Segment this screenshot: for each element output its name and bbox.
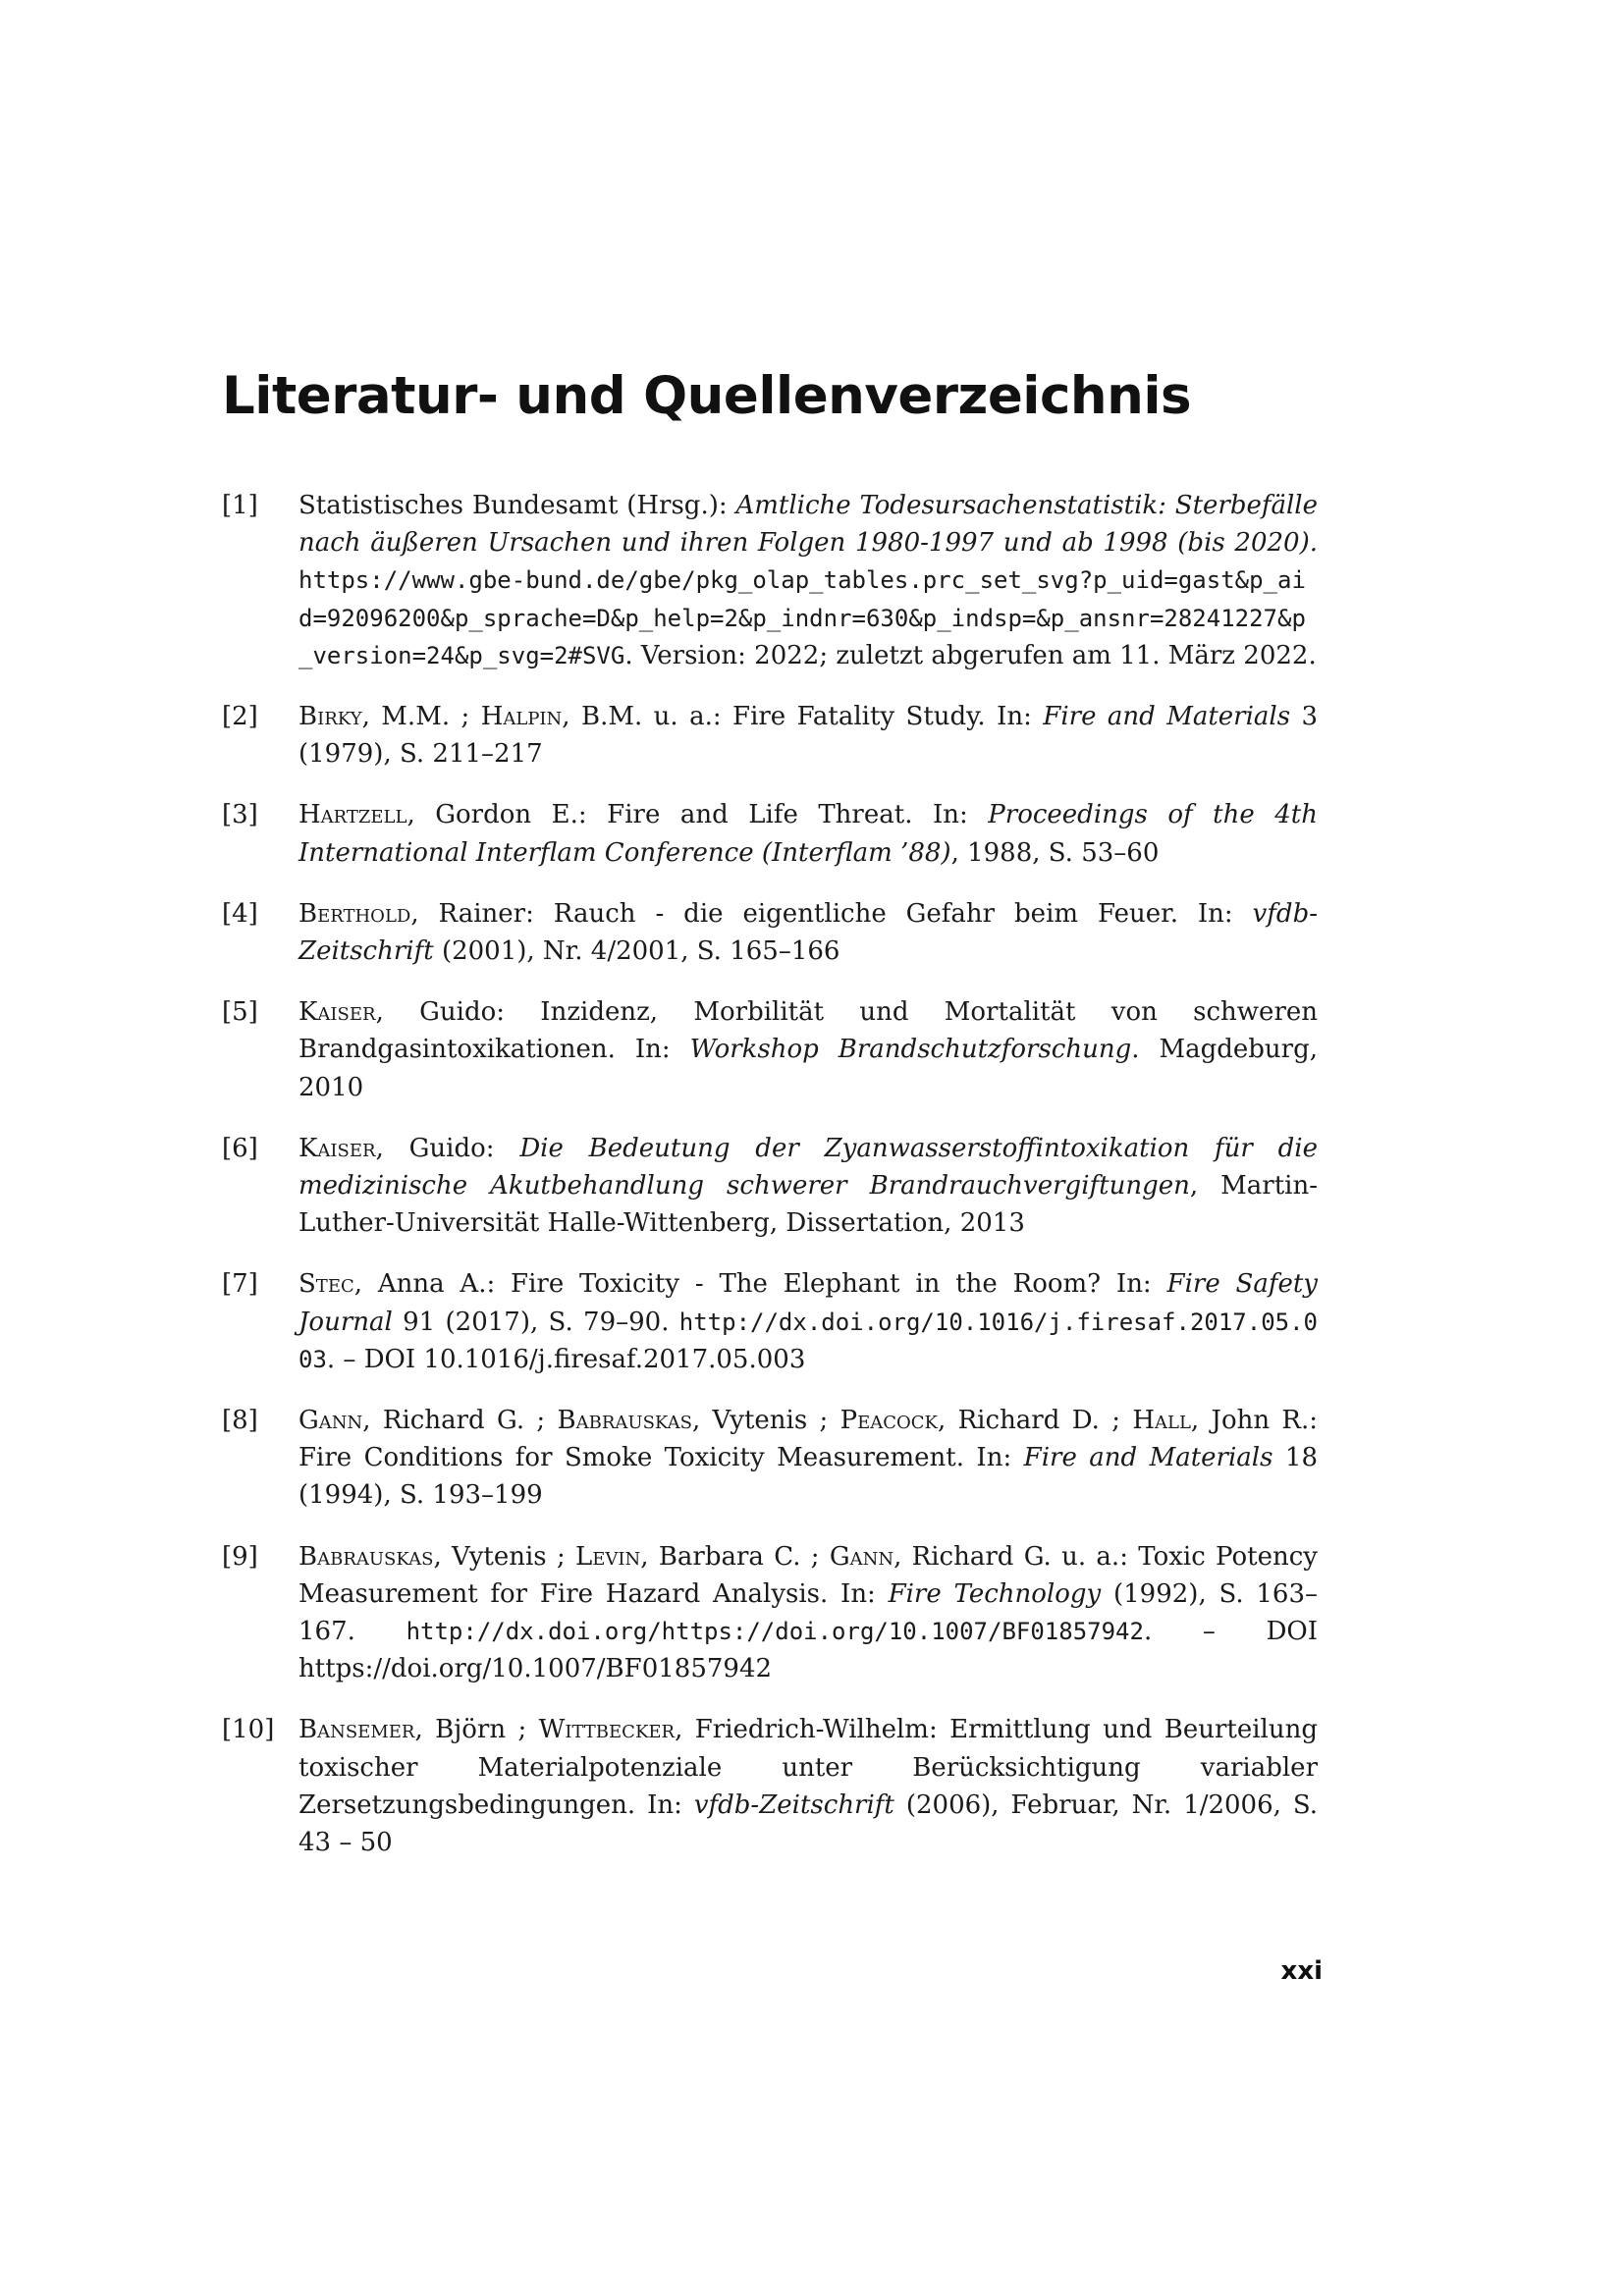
reference-label: [1] xyxy=(222,491,258,520)
reference-text-segment: (2001), Nr. 4/2001, S. 165–166 xyxy=(433,936,840,967)
reference-text-segment: , B.M. u. a.: Fire Fatality Study. In: xyxy=(562,702,1044,732)
reference-text xyxy=(298,1265,1318,1378)
author-surname: Wittbecker xyxy=(538,1715,676,1745)
reference-text-segment: . – DOI 10.1016/j.firesaf.2017.05.003 xyxy=(326,1344,806,1374)
reference-label: [3] xyxy=(222,800,258,830)
reference-text-segment: , Guido: xyxy=(375,1133,520,1163)
reference-entry xyxy=(222,1402,1318,1515)
reference-text-segment: , Vytenis ; xyxy=(691,1406,840,1436)
reference-entry xyxy=(222,1538,1318,1688)
reference-label: [10] xyxy=(222,1715,275,1745)
page-title: Literatur- und Quellenverzeichnis xyxy=(222,366,1192,426)
bibliography-list xyxy=(222,487,1318,1885)
reference-label: [6] xyxy=(222,1133,258,1163)
reference-text xyxy=(298,993,1318,1106)
author-surname: Babrauskas xyxy=(298,1541,434,1572)
author-surname: Levin xyxy=(575,1541,641,1572)
reference-text-segment: . – DOI https://doi.org/10.1007/BF01857942 xyxy=(298,1617,1318,1684)
author-surname: Bansemer xyxy=(298,1715,415,1745)
reference-title: Proceedings of the 4th International Interflam Conference (Interflam ’88) xyxy=(298,800,1318,868)
reference-label: [9] xyxy=(222,1541,258,1572)
reference-text-segment: , John R.: Fire Conditions for Smoke Toxicity Measurement. In: xyxy=(298,1406,1319,1473)
reference-text-segment: , Gordon E.: Fire and Life Threat. In: xyxy=(406,800,989,830)
page-number: xxi xyxy=(1280,1956,1323,1986)
reference-text xyxy=(298,796,1318,871)
reference-text-segment: , Richard G. u. a.: Toxic Potency Measurement for Fire Hazard Analysis. In: xyxy=(298,1541,1318,1609)
reference-text-segment: , Vytenis ; xyxy=(433,1541,575,1572)
reference-text-segment: (2006), Februar, Nr. 1/2006, S. 43 – 50 xyxy=(298,1789,1318,1858)
reference-entry xyxy=(222,1711,1318,1861)
reference-label: [8] xyxy=(222,1406,258,1436)
reference-title: vfdb-Zeitschrift xyxy=(298,898,1318,967)
reference-text-segment: . Magdeburg, 2010 xyxy=(298,1035,1319,1102)
author-surname: Kaiser xyxy=(298,1133,376,1163)
author-surname: Halpin xyxy=(480,702,563,732)
author-surname: Gann xyxy=(298,1406,363,1436)
reference-text xyxy=(298,1711,1318,1861)
reference-title: Workshop Brandschutzforschung xyxy=(689,1035,1132,1065)
reference-text-segment: , Barbara C. ; xyxy=(640,1541,830,1572)
reference-entry xyxy=(222,1265,1318,1378)
reference-entry xyxy=(222,796,1318,871)
reference-text-segment: , M.M. ; xyxy=(361,702,481,732)
reference-text-segment: , Guido: Inzidenz, Morbilität und Mortalität von schweren Brandgasintoxikationen. In: xyxy=(298,997,1318,1065)
reference-text-segment: , Friedrich-Wilhelm: Ermittlung und Beurteilung toxischer Materialpotenziale unter Berücksichtigung variabler Zersetzungsbedingungen. In: xyxy=(298,1715,1318,1820)
reference-text-segment: 18 (1994), S. 193–199 xyxy=(298,1443,1318,1511)
reference-link[interactable]: http://dx.doi.org/https://doi.org/10.1007/BF01857942 xyxy=(406,1618,1144,1646)
reference-text-segment: , Rainer: Rauch - die eigentliche Gefahr beim Feuer. In: xyxy=(410,898,1253,929)
reference-entry xyxy=(222,698,1318,773)
reference-text-segment: Statistisches Bundesamt (Hrsg.): xyxy=(298,491,736,520)
reference-title: Fire Technology xyxy=(888,1578,1102,1609)
reference-title: Amtliche Todesursachenstatistik: Sterbefälle nach äußeren Ursachen und ihren Folgen 1980-1997 und ab 1998 (bis 2020). xyxy=(298,491,1318,559)
reference-text-segment: 91 (2017), S. 79–90. xyxy=(392,1307,679,1337)
reference-text-segment: (1992), S. 163–167. xyxy=(298,1578,1318,1647)
reference-label: [7] xyxy=(222,1269,258,1300)
reference-entry xyxy=(222,1130,1318,1243)
reference-text-segment: 3 (1979), S. 211–217 xyxy=(298,702,1319,770)
reference-title: Fire and Materials xyxy=(1023,1443,1273,1473)
reference-text-segment: , Richard G. ; xyxy=(362,1406,558,1436)
reference-entry xyxy=(222,487,1318,674)
author-surname: Peacock xyxy=(839,1406,939,1436)
reference-title: Fire and Materials xyxy=(1043,702,1291,732)
reference-entry xyxy=(222,993,1318,1106)
reference-text-segment: , Richard D. ; xyxy=(938,1406,1133,1436)
reference-title: Die Bedeutung der Zyanwasserstoffintoxikation für die medizinische Akutbehandlung schwerer Brandrauchvergiftungen xyxy=(298,1133,1318,1201)
author-surname: Hartzell xyxy=(298,800,407,830)
author-surname: Kaiser xyxy=(298,997,376,1028)
reference-text xyxy=(298,1130,1318,1243)
author-surname: Hall xyxy=(1132,1406,1191,1436)
reference-title: vfdb-Zeitschrift xyxy=(693,1789,894,1820)
reference-text-segment: , Martin-Luther-Universität Halle-Wittenberg, Dissertation, 2013 xyxy=(298,1171,1319,1239)
reference-text xyxy=(298,487,1318,674)
reference-text xyxy=(298,1538,1318,1688)
reference-label: [5] xyxy=(222,997,258,1028)
reference-link[interactable]: http://dx.doi.org/10.1016/j.firesaf.2017.05.003 xyxy=(298,1308,1318,1373)
reference-title: Fire Safety Journal xyxy=(298,1269,1318,1337)
reference-entry xyxy=(222,895,1318,970)
author-surname: Stec xyxy=(298,1269,354,1300)
reference-text-segment: , Björn ; xyxy=(414,1715,539,1745)
reference-text xyxy=(298,698,1318,773)
author-surname: Gann xyxy=(829,1541,894,1572)
reference-label: [4] xyxy=(222,898,258,929)
reference-text-segment: . Version: 2022; zuletzt abgerufen am 11. März 2022. xyxy=(624,640,1317,670)
reference-link[interactable]: https://www.gbe-bund.de/gbe/pkg_olap_tables.prc_set_svg?p_uid=gast&p_aid=92096200&p_sprache=D&p_help=2&p_indnr=630&p_indsp=&p_ansnr=28241227&p_version=24&p_svg=2#SVG xyxy=(298,566,1306,669)
reference-text xyxy=(298,895,1318,970)
author-surname: Babrauskas xyxy=(557,1406,692,1436)
author-surname: Berthold xyxy=(298,898,411,929)
author-surname: Birky xyxy=(298,702,362,732)
reference-text xyxy=(298,1402,1318,1515)
reference-text-segment: , Anna A.: Fire Toxicity - The Elephant in the Room? In: xyxy=(353,1269,1167,1300)
reference-text-segment: , 1988, S. 53–60 xyxy=(950,837,1160,868)
reference-label: [2] xyxy=(222,702,258,732)
